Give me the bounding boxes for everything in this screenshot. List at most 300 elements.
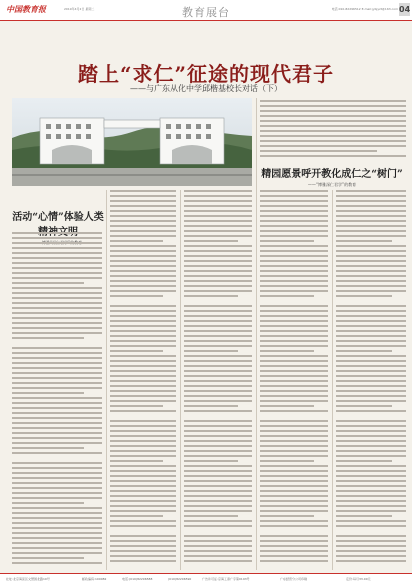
text-line [184, 220, 252, 222]
text-line [12, 427, 102, 429]
footer-print: 广东经营分公司印刷 [280, 577, 308, 581]
text-line [12, 377, 102, 379]
text-line [260, 510, 328, 512]
text-line [260, 435, 328, 437]
text-line [260, 270, 328, 272]
text-line [184, 330, 252, 332]
text-line [260, 475, 328, 477]
text-line [12, 382, 102, 384]
text-line [12, 387, 102, 389]
text-line [184, 515, 238, 517]
text-line [336, 340, 406, 342]
text-line [184, 440, 252, 442]
text-line [260, 315, 328, 317]
text-line [260, 345, 328, 347]
text-line [110, 205, 176, 207]
text-line [110, 240, 163, 242]
text-line [12, 307, 102, 309]
text-line [336, 425, 406, 427]
text-line [336, 320, 406, 322]
text-line [260, 540, 328, 542]
text-line [184, 475, 252, 477]
text-line [12, 557, 84, 559]
text-line [110, 250, 176, 252]
text-line [12, 297, 102, 299]
text-line [184, 375, 252, 377]
text-line [260, 560, 328, 562]
text-line [12, 372, 102, 374]
text-line [336, 500, 406, 502]
text-line [336, 550, 406, 552]
text-line [110, 390, 176, 392]
text-line [336, 405, 392, 407]
text-line [110, 270, 176, 272]
footer-phone: (010)82296590 [168, 577, 192, 581]
text-line [184, 540, 252, 542]
text-line [184, 400, 252, 402]
text-line [184, 205, 252, 207]
text-line [260, 420, 328, 422]
text-line [336, 375, 406, 377]
text-line [260, 550, 328, 552]
text-line [184, 335, 252, 337]
text-line [184, 345, 252, 347]
masthead [0, 0, 412, 21]
text-line [110, 310, 176, 312]
text-line [336, 300, 406, 302]
text-line [336, 310, 406, 312]
text-line [110, 475, 176, 477]
text-line [110, 305, 176, 307]
text-line [260, 410, 328, 412]
text-line [260, 190, 328, 192]
text-line [260, 520, 328, 522]
text-line [184, 225, 252, 227]
text-line [12, 492, 102, 494]
text-line [336, 555, 406, 557]
text-line [184, 550, 252, 552]
text-line [260, 465, 328, 467]
text-line [12, 337, 84, 339]
text-line [110, 465, 176, 467]
text-line [184, 245, 252, 247]
text-line [336, 285, 406, 287]
text-line [260, 230, 328, 232]
text-line [336, 400, 406, 402]
text-line [12, 267, 102, 269]
text-line [336, 235, 406, 237]
text-line [110, 325, 176, 327]
text-line [336, 470, 406, 472]
text-line [260, 440, 328, 442]
text-line [110, 470, 176, 472]
text-line [12, 422, 102, 424]
text-line [12, 532, 102, 534]
text-line [336, 330, 406, 332]
text-line [260, 490, 328, 492]
text-line [336, 535, 406, 537]
text-line [110, 495, 176, 497]
sidebar-heading [258, 165, 406, 188]
text-line [12, 452, 102, 454]
text-line [260, 125, 406, 127]
text-line [184, 325, 252, 327]
text-line [12, 257, 102, 259]
text-line [336, 230, 406, 232]
text-line [110, 505, 176, 507]
text-line [184, 470, 252, 472]
text-line [336, 210, 406, 212]
text-line [110, 435, 176, 437]
text-line [12, 367, 102, 369]
text-line [336, 280, 406, 282]
text-line [260, 555, 328, 557]
text-line [336, 215, 406, 217]
text-line [12, 357, 102, 359]
text-line [260, 370, 328, 372]
text-line [110, 320, 176, 322]
text-line [260, 360, 328, 362]
text-line [336, 510, 406, 512]
column-rule [332, 190, 333, 570]
text-line [184, 490, 252, 492]
text-line [260, 430, 328, 432]
text-line [12, 312, 102, 314]
text-line [12, 497, 102, 499]
text-line [110, 425, 176, 427]
text-line [12, 462, 102, 464]
text-line [12, 362, 102, 364]
text-line [260, 255, 328, 257]
text-line [184, 520, 252, 522]
text-line [184, 505, 252, 507]
text-line [260, 105, 406, 107]
text-line [260, 450, 328, 452]
text-line [184, 240, 238, 242]
text-line [110, 490, 176, 492]
text-line [110, 510, 176, 512]
text-line [260, 260, 328, 262]
text-line [336, 450, 406, 452]
text-line [336, 240, 392, 242]
text-line [12, 322, 102, 324]
text-line [184, 285, 252, 287]
text-line [260, 140, 406, 142]
text-line [260, 275, 328, 277]
text-line [184, 530, 252, 532]
text-line [336, 305, 406, 307]
text-line [12, 562, 102, 564]
text-line [12, 317, 102, 319]
text-line [260, 235, 328, 237]
text-line [12, 287, 102, 289]
text-line [184, 450, 252, 452]
text-line [260, 350, 314, 352]
text-line [260, 310, 328, 312]
text-line [184, 435, 252, 437]
text-line [184, 295, 238, 297]
text-line [12, 332, 102, 334]
left-feature-title: 活动“心情”体验人类 [12, 212, 104, 223]
text-line [184, 460, 238, 462]
footer-postcode: 邮政编码:100082 [82, 577, 107, 581]
text-line [12, 237, 102, 239]
text-line [110, 520, 176, 522]
text-line [260, 110, 406, 112]
sidebar-subtitle: ——“博雅深仁君学”的教育 [307, 182, 357, 187]
text-line [336, 250, 406, 252]
text-line [110, 400, 176, 402]
text-line [184, 305, 252, 307]
text-line [110, 215, 176, 217]
text-line [336, 335, 406, 337]
text-line [110, 225, 176, 227]
text-line [260, 495, 328, 497]
text-line [110, 535, 176, 537]
text-line [260, 380, 328, 382]
text-line [110, 235, 176, 237]
text-line [12, 552, 102, 554]
text-line [184, 290, 252, 292]
text-line [336, 195, 406, 197]
text-line [336, 540, 406, 542]
text-line [110, 555, 176, 557]
text-line [336, 370, 406, 372]
text-line [12, 547, 102, 549]
text-line [110, 410, 176, 412]
text-line [336, 395, 406, 397]
text-line [110, 285, 176, 287]
text-line [336, 205, 406, 207]
text-line [110, 210, 176, 212]
text-line [336, 295, 392, 297]
text-line [12, 542, 102, 544]
text-line [260, 545, 328, 547]
text-line [336, 350, 392, 352]
text-line [110, 550, 176, 552]
text-line [12, 417, 102, 419]
text-line [110, 455, 176, 457]
text-line [336, 415, 406, 417]
text-line [12, 487, 102, 489]
text-line [110, 415, 176, 417]
text-line [110, 355, 176, 357]
text-line [184, 535, 252, 537]
text-line [260, 470, 328, 472]
text-line [336, 380, 406, 382]
text-line [260, 500, 328, 502]
text-line [110, 245, 176, 247]
text-line [336, 475, 406, 477]
text-line [184, 500, 252, 502]
text-column [12, 232, 102, 567]
text-line [12, 347, 102, 349]
text-line [336, 365, 406, 367]
text-line [12, 342, 102, 344]
text-line [184, 410, 252, 412]
text-line [110, 525, 176, 527]
text-line [336, 490, 406, 492]
text-column [184, 190, 252, 565]
text-line [336, 225, 406, 227]
text-line [260, 295, 314, 297]
text-line [260, 215, 328, 217]
footer-price: 定价:每月33.00元 [346, 577, 371, 581]
text-line [336, 430, 406, 432]
text-line [184, 445, 252, 447]
text-line [110, 545, 176, 547]
text-line [184, 465, 252, 467]
text-line [336, 465, 406, 467]
text-line [110, 290, 176, 292]
text-line [110, 220, 176, 222]
text-line [260, 265, 328, 267]
text-line [110, 350, 163, 352]
text-line [184, 455, 252, 457]
text-line [184, 230, 252, 232]
text-line [336, 420, 406, 422]
text-line [336, 325, 406, 327]
text-line [184, 560, 252, 562]
text-line [260, 525, 328, 527]
text-line [184, 190, 252, 192]
text-line [260, 225, 328, 227]
text-line [12, 477, 102, 479]
text-line [260, 460, 314, 462]
text-line [260, 530, 328, 532]
text-line [336, 315, 406, 317]
text-line [260, 100, 406, 102]
text-line [184, 300, 252, 302]
text-line [184, 430, 252, 432]
text-line [184, 545, 252, 547]
article-subhead: ——与广东从化中学邱楷基校长对话（下） [130, 84, 282, 93]
text-line [12, 482, 102, 484]
text-line [184, 485, 252, 487]
newspaper-logo: 中国教育报 [6, 5, 46, 14]
text-line [336, 520, 406, 522]
text-line [12, 527, 102, 529]
column-rule [256, 98, 257, 570]
text-line [336, 440, 406, 442]
text-line [184, 365, 252, 367]
text-line [12, 277, 102, 279]
text-line [110, 445, 176, 447]
text-line [260, 425, 328, 427]
text-line [12, 402, 102, 404]
text-line [260, 250, 328, 252]
text-line [184, 495, 252, 497]
text-line [260, 195, 328, 197]
text-line [110, 430, 176, 432]
text-line [260, 365, 328, 367]
text-line [12, 412, 102, 414]
text-line [260, 280, 328, 282]
text-line [12, 472, 102, 474]
text-line [110, 230, 176, 232]
text-column [260, 100, 406, 160]
text-line [110, 295, 163, 297]
text-line [110, 340, 176, 342]
text-line [184, 510, 252, 512]
page-number: 04 [399, 5, 411, 14]
text-column [336, 190, 406, 565]
text-line [260, 400, 328, 402]
text-line [12, 537, 102, 539]
text-line [110, 420, 176, 422]
text-line [110, 330, 176, 332]
text-line [260, 115, 406, 117]
text-line [184, 385, 252, 387]
footer-phone: 电话:(010)82296588 [122, 577, 153, 581]
text-line [336, 460, 392, 462]
text-line [260, 375, 328, 377]
text-line [260, 155, 406, 157]
text-line [110, 485, 176, 487]
text-line [260, 240, 314, 242]
text-line [12, 467, 102, 469]
text-line [336, 410, 406, 412]
text-line [260, 535, 328, 537]
text-line [260, 385, 328, 387]
text-line [12, 407, 102, 409]
text-line [184, 555, 252, 557]
text-line [336, 515, 392, 517]
text-line [184, 405, 238, 407]
text-line [260, 320, 328, 322]
text-line [184, 420, 252, 422]
text-line [336, 485, 406, 487]
text-line [110, 405, 163, 407]
footer-address: 社址:北京海淀区文慧园北路10号 [6, 577, 50, 581]
text-line [12, 252, 102, 254]
text-line [336, 190, 406, 192]
text-line [260, 285, 328, 287]
text-line [184, 390, 252, 392]
text-line [110, 530, 176, 532]
text-line [12, 292, 102, 294]
text-line [336, 245, 406, 247]
text-line [184, 360, 252, 362]
text-line [336, 560, 406, 562]
text-line [184, 370, 252, 372]
text-line [110, 480, 176, 482]
campus-gate-photo [12, 98, 252, 186]
text-line [336, 445, 406, 447]
text-line [110, 370, 176, 372]
text-line [110, 195, 176, 197]
text-line [110, 260, 176, 262]
text-line [260, 485, 328, 487]
text-line [110, 540, 176, 542]
text-line [12, 282, 84, 284]
text-line [184, 235, 252, 237]
text-line [12, 437, 102, 439]
text-line [110, 375, 176, 377]
text-line [336, 360, 406, 362]
text-line [260, 340, 328, 342]
text-line [184, 200, 252, 202]
text-line [110, 280, 176, 282]
issue-date: 2019年4月2日 星期二 [64, 7, 95, 11]
text-line [12, 522, 102, 524]
text-line [184, 215, 252, 217]
text-line [260, 515, 314, 517]
text-line [110, 335, 176, 337]
text-line [260, 120, 406, 122]
text-line [12, 232, 102, 234]
text-line [260, 405, 314, 407]
